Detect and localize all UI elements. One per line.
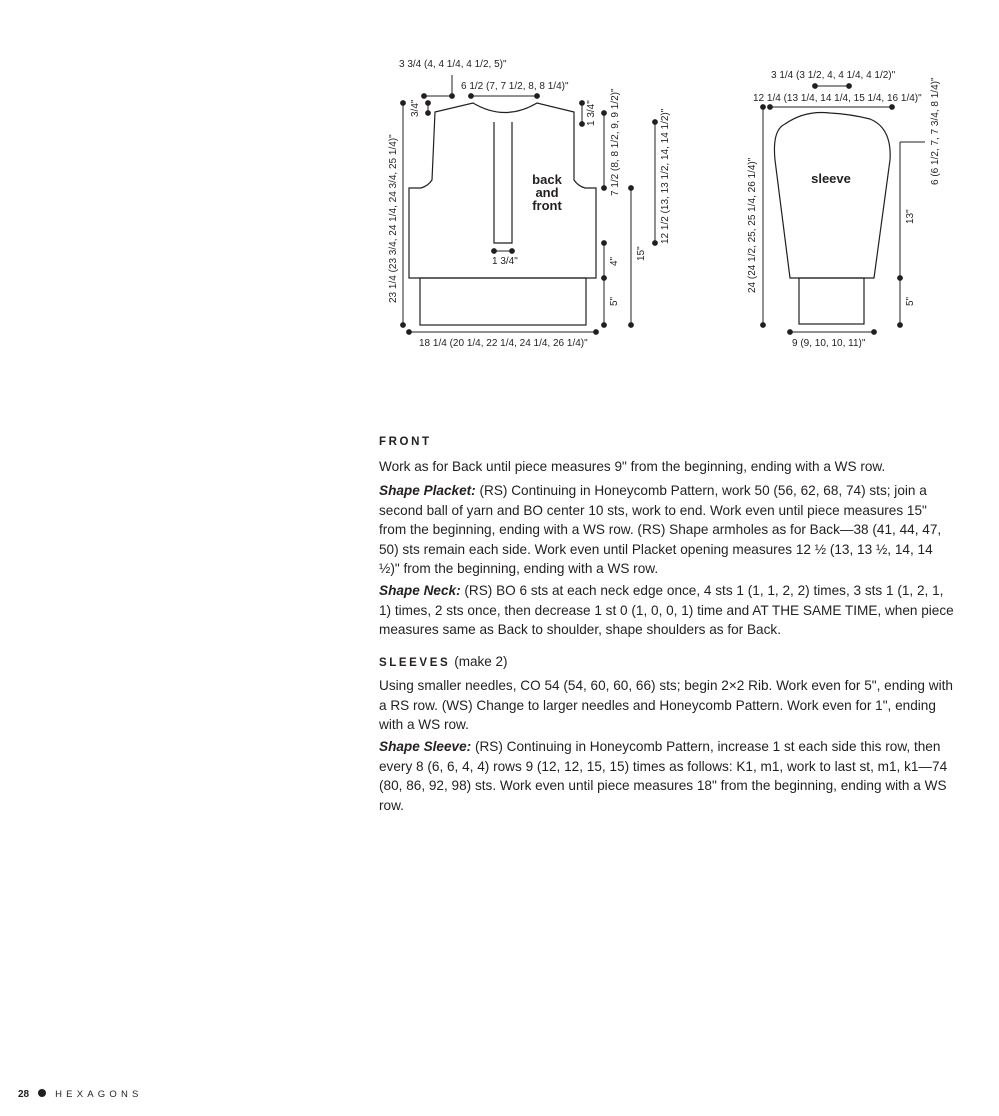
shape-placket-label: Shape Placket:	[379, 483, 476, 498]
shape-sleeve-paragraph	[379, 737, 954, 815]
shape-placket-text: (RS) Continuing in Honeycomb Pattern, work 50 (56, 62, 68, 74) sts; join a second ball of yarn and BO center 10 sts, work to end. Work even until piece measures 15" from the beginning, ending with a WS row. (RS) Shape armholes as for Back—38 (41, 44, 47, 50) sts remain each side. Work even until Placket opening measures 12 ½ (13, 13 ½, 14, 14 ½)" from the beginning, ending with a WS row.	[379, 483, 942, 576]
body-outline	[409, 103, 596, 278]
shape-neck-label: Shape Neck:	[379, 583, 461, 598]
dim-sleeve-total-length: 24 (24 1/2, 25, 25 1/4, 26 1/4)"	[747, 157, 758, 293]
dim-body-rib-length: 5"	[609, 296, 620, 306]
dim-cuff-width: 9 (9, 10, 10, 11)"	[792, 338, 866, 349]
dim-placket-width: 1 3/4"	[492, 256, 518, 267]
page-footer	[18, 1089, 143, 1100]
dim-cuff-length: 5"	[905, 296, 916, 306]
bullet-icon	[38, 1089, 46, 1097]
dim-neck-width: 6 1/2 (7, 7 1/2, 8, 8 1/4)"	[461, 81, 569, 92]
body-label-front: front	[532, 198, 562, 213]
shape-placket-paragraph	[379, 481, 954, 579]
sleeve-label: sleeve	[811, 171, 851, 186]
body-label-and: and	[535, 185, 559, 200]
dim-to-placket: 15"	[636, 246, 647, 261]
shape-sleeve-label: Shape Sleeve:	[379, 739, 472, 754]
shape-neck-paragraph	[379, 581, 954, 640]
dim-body-length: 4"	[609, 256, 620, 266]
shape-neck-text: (RS) BO 6 sts at each neck edge once, 4 sts 1 (1, 1, 2, 2) times, 3 sts 1 (1, 2, 1, 1) times, 2 sts once, then decrease 1 st 0 (1, 0, 0, 1) time and AT THE SAME TIME, when piece measures same as Back to shoulder, shape shoulders as for Back.	[379, 583, 954, 637]
dim-to-cap: 13"	[905, 209, 916, 224]
dim-body-total-length: 23 1/4 (23 3/4, 24 1/4, 24 3/4, 25 1/4)"	[388, 134, 399, 303]
sleeves-paragraph: Using smaller needles, CO 54 (54, 60, 60, 66) sts; begin 2×2 Rib. Work even for 5", ending with a RS row. (WS) Change to larger needles and Honeycomb Pattern. Work even for 1", ending with a WS row.	[379, 678, 953, 732]
sleeves-heading	[379, 654, 508, 669]
dim-cap-height: 6 (6 1/2, 7, 7 3/4, 8 1/4)"	[930, 77, 941, 185]
front-heading: FRONT	[379, 436, 432, 448]
front-paragraph: Work as for Back until piece measures 9" from the beginning, ending with a WS row.	[379, 459, 886, 474]
sleeves-heading-note: (make 2)	[454, 654, 508, 669]
schematic-diagram	[0, 0, 999, 360]
book-title: HEXAGONS	[55, 1089, 143, 1100]
sleeves-heading-text: SLEEVES	[379, 657, 451, 669]
body-rib	[420, 278, 586, 325]
page-number: 28	[18, 1089, 30, 1100]
dim-shoulder-drop: 3/4"	[410, 99, 421, 117]
dim-upper-arm: 12 1/4 (13 1/4, 14 1/4, 15 1/4, 16 1/4)"	[753, 93, 922, 104]
dim-placket-depth: 12 1/2 (13, 13 1/2, 14, 14 1/2)"	[660, 108, 671, 244]
placket-opening	[494, 122, 512, 243]
sleeve-outline	[774, 112, 890, 278]
body-label-back: back	[532, 172, 562, 187]
dim-armhole-depth: 7 1/2 (8, 8 1/2, 9, 9 1/2)"	[610, 88, 621, 196]
dim-shoulder-width: 3 3/4 (4, 4 1/4, 4 1/2, 5)"	[399, 59, 507, 70]
dim-sleeve-top-width: 3 1/4 (3 1/2, 4, 4 1/4, 4 1/2)"	[771, 70, 896, 81]
shape-sleeve-text: (RS) Continuing in Honeycomb Pattern, increase 1 st each side this row, then every 8 (6, 6, 4, 4) rows 9 (12, 12, 15, 15) times as follows: K1, m1, work to last st, m1, k1—74 (80, 86, 92, 98) sts. Work even until piece measures 18" from the beginning, ending with a WS row.	[379, 739, 948, 813]
dim-body-width: 18 1/4 (20 1/4, 22 1/4, 24 1/4, 26 1/4)"	[419, 338, 588, 349]
sleeve-cuff	[799, 278, 864, 324]
dim-neck-depth: 1 3/4"	[586, 100, 597, 126]
